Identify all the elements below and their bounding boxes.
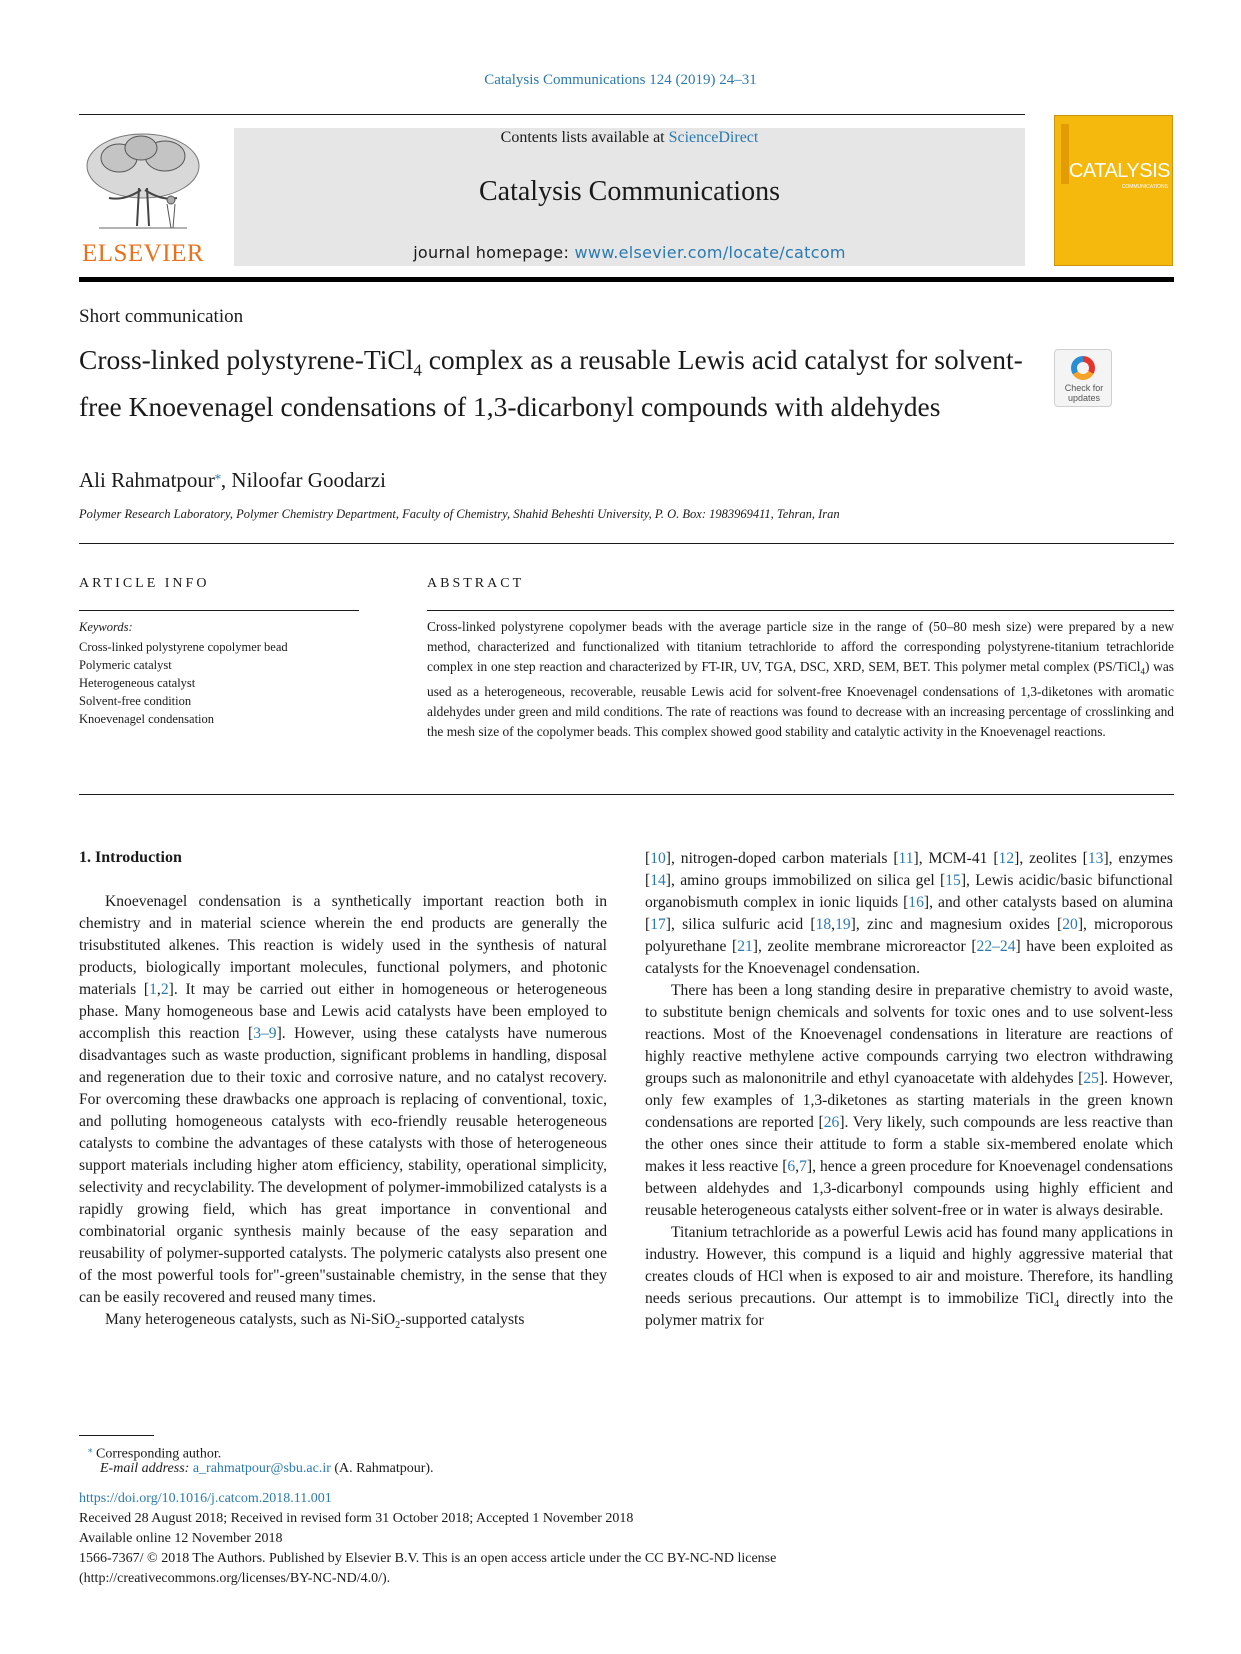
keyword-item: Knoevenagel condensation: [79, 712, 215, 726]
text: ,: [156, 981, 161, 998]
affiliation: Polymer Research Laboratory, Polymer Chemistry Department, Faculty of Chemistry, Shahid Beheshti University, P. O. Box: 1983969411, Tehran, Iran: [79, 507, 840, 521]
citation-link[interactable]: 6: [787, 1158, 796, 1175]
paragraph: [79, 891, 607, 1309]
keyword-item: Polymeric catalyst: [79, 658, 172, 672]
footnote-text: Corresponding author.: [92, 1446, 222, 1462]
text: ], microporous polyurethane [: [645, 916, 1173, 955]
paragraph: [79, 1309, 607, 1331]
paragraph: [645, 848, 1173, 980]
publication-info: [79, 1489, 1079, 1589]
keyword-item: Solvent-free condition: [79, 694, 192, 708]
online-date: Available online 12 November 2018: [79, 1531, 283, 1546]
paragraph: [645, 1222, 1173, 1332]
text: ], and other catalysts based on alumina [: [645, 894, 1173, 933]
journal-banner: [234, 128, 1025, 266]
email-label: E-mail address:: [100, 1461, 193, 1476]
article-type: Short communication: [79, 306, 244, 327]
contents-prefix: Contents lists available at: [500, 129, 669, 146]
title-part2: complex as a reusable Lewis acid catalyst for solvent-free Knoevenagel condensations of 1,3-dicarbonyl compounds with aldehydes: [79, 344, 1023, 422]
keyword-list: [79, 638, 288, 728]
article-title: [79, 342, 1039, 425]
citation-link[interactable]: 7: [799, 1158, 807, 1175]
text: ]. Very likely, such compounds are less reactive than the other ones since their attitude to form a stable six-membered enolate which makes it less reactive [: [645, 1114, 1173, 1175]
citation-link[interactable]: 13: [1087, 850, 1104, 867]
citation-link[interactable]: 26: [823, 1114, 840, 1131]
journal-title: Catalysis Communications: [479, 176, 780, 207]
citation-link[interactable]: 17: [650, 916, 666, 933]
homepage-prefix: journal homepage:: [413, 243, 575, 262]
text: ], zinc and magnesium oxides [: [850, 916, 1063, 933]
doi-link[interactable]: https://doi.org/10.1016/j.catcom.2018.11.001: [79, 1491, 332, 1506]
text: ], zeolite membrane microreactor [: [752, 938, 977, 955]
citation-link[interactable]: 12: [998, 850, 1015, 867]
homepage-line: [234, 243, 1025, 262]
footnote-rule: [79, 1435, 154, 1436]
contents-line: [234, 128, 1025, 148]
citation-link[interactable]: 21: [737, 938, 753, 955]
email-link[interactable]: a_rahmatpour@sbu.ac.ir: [192, 1461, 331, 1476]
citation-link[interactable]: 16: [908, 894, 924, 911]
text: ]. However, only few examples of 1,3-diketones as starting materials in the green known condensations are reported [: [645, 1070, 1173, 1131]
subscript: 2: [395, 1320, 401, 1332]
citation-link[interactable]: 2: [160, 981, 169, 998]
section-heading-introduction: 1. Introduction: [79, 849, 182, 866]
abstract-rule: [427, 610, 1174, 611]
header-thick-rule: [79, 277, 1174, 282]
text: Knoevenagel condensation is a synthetically important reaction both in chemistry and in material science wherein the end products are generally the trisubstituted alkenes. This reaction is widely used in the synthesis of natural products, biologically important molecules, functional polymers, and photonic materials [: [79, 893, 607, 998]
text: ], MCM-41 [: [913, 850, 999, 867]
text: ]. However, using these catalysts have numerous disadvantages such as waste production, significant problems in handling, disposal and regeneration due to their toxic and corrosive nature, and no catalyst recovery. For overcoming these drawbacks one approach is replacing of conventional, toxic, and polluting homogeneous catalysts with eco-friendly reusable heterogeneous catalysts to combine the advantages of these catalysts with those of heterogeneous support materials including higher atom efficiency, stability, operational simplicity, selectivity and recyclability. The development of polymer-immobilized catalysts is a rapidly growing field, which has great importance in conventional and combinatorial organic synthesis mainly because of the easy separation and reusability of polymer-supported catalysts. The polymeric catalysts also present one of the most powerful tools for"-green"sustainable chemistry, in the sense that they can be easily recovered and reused many times.: [79, 1025, 607, 1306]
citation-link[interactable]: 15: [945, 872, 961, 889]
citation-link[interactable]: 1: [149, 981, 157, 998]
keyword-item: Cross-linked polystyrene copolymer bead: [79, 640, 288, 654]
abstract-heading: ABSTRACT: [427, 576, 525, 591]
license-line: 1566-7367/ © 2018 The Authors. Published by Elsevier B.V. This is an open access article under the CC BY-NC-ND license: [79, 1551, 777, 1566]
citation-link[interactable]: 18: [815, 916, 832, 933]
badge-label: Check for updates: [1064, 383, 1104, 403]
cover-title: CATALYSIS: [1068, 160, 1170, 182]
footnote-mark: ⁎: [88, 1444, 93, 1454]
journal-reference[interactable]: Catalysis Communications 124 (2019) 24–31: [484, 72, 757, 88]
title-subscript: 4: [413, 360, 422, 380]
affiliation-rule: [79, 543, 1174, 544]
elsevier-logo[interactable]: [79, 128, 207, 268]
text: ,: [795, 1158, 800, 1175]
text: ], enzymes [: [645, 850, 1173, 889]
text: ,: [831, 916, 836, 933]
homepage-link[interactable]: www.elsevier.com/locate/catcom: [574, 243, 846, 262]
citation-link[interactable]: 10: [650, 850, 666, 867]
text: Many heterogeneous catalysts, such as Ni-SiO: [105, 1311, 396, 1328]
text: directly into the polymer matrix for: [645, 1290, 1173, 1329]
abstract-text-b: ) was used as a heterogeneous, recoverable, reusable Lewis acid for solvent-free Knoevenagel condensations of 1,3-diketones with aromatic aldehydes under green and mild conditions. The rate of reactions was found to decrease with an increasing percentage of crosslinking and the mesh size of the copolymer beads. This complex showed good stability and catalytic activity in the Knoevenagel reactions.: [427, 658, 1174, 739]
paragraph: [645, 980, 1173, 1222]
author-separator: ,: [220, 468, 232, 492]
body-column-left: [79, 891, 607, 1331]
text: [: [645, 850, 651, 867]
check-updates-icon: [1071, 356, 1095, 380]
abstract-bottom-rule: [79, 794, 1174, 795]
author-list: [79, 468, 386, 493]
email-suffix: (A. Rahmatpour).: [330, 1461, 434, 1476]
text: Titanium tetrachloride as a powerful Lewis acid has found many applications in industry. However, this compund is a liquid and highly aggressive material that creates clouds of HCl when is exposed to air and moisture. Therefore, its handling needs serious precautions. Our attempt is to immobilize TiCl: [645, 1224, 1173, 1307]
article-info-rule: [79, 610, 359, 611]
abstract-text: [427, 617, 1174, 741]
header-top-rule: [79, 114, 1025, 115]
elsevier-wordmark: ELSEVIER: [81, 240, 205, 267]
text: ], nitrogen-doped carbon materials [: [665, 850, 899, 867]
text: ], amino groups immobilized on silica gel [: [665, 872, 946, 889]
text: ], silica sulfuric acid [: [665, 916, 816, 933]
text: ], Lewis acidic/basic bifunctional organobismuth complex in ionic liquids [: [645, 872, 1174, 911]
text: ] have been exploited as catalysts for the Knoevenagel condensation.: [645, 938, 1173, 977]
sciencedirect-link[interactable]: ScienceDirect: [668, 129, 759, 146]
body-column-right: [645, 848, 1173, 1332]
cover-subtitle: COMMUNICATIONS: [1121, 184, 1168, 190]
citation-link[interactable]: 25: [1083, 1070, 1099, 1087]
abstract-text-a: Cross-linked polystyrene copolymer beads with the average particle size in the range of (50–80 mesh size) were prepared by a new method, characterized and functionalized with titanium tetrachloride to afford the corresponding polystyrene-titanium tetrachloride complex in one step reaction and characterized by FT-IR, UV, TGA, DSC, XRD, SEM, BET. This polymer metal complex (PS/TiCl: [427, 619, 1174, 674]
citation-link[interactable]: 14: [650, 872, 666, 889]
subscript: 4: [1054, 1299, 1060, 1311]
author-1[interactable]: Ali Rahmatpour: [79, 468, 215, 492]
text: There has been a long standing desire in preparative chemistry to avoid waste, to substitute benign chemicals and solvents for toxic ones and to use solvent-less reactions. Most of the Knoevenagel condensations in literature are reactions of highly reactive methylene active compounds carrying two electron withdrawing groups such as malononitrile and ethyl cyanoacetate with aldehydes [: [645, 982, 1173, 1087]
text: -supported catalysts: [400, 1311, 525, 1328]
keyword-item: Heterogeneous catalyst: [79, 676, 196, 690]
title-part1: Cross-linked polystyrene-TiCl: [79, 344, 414, 375]
check-for-updates-badge[interactable]: [1054, 349, 1112, 407]
author-2[interactable]: Niloofar Goodarzi: [231, 468, 386, 492]
citation-link[interactable]: 20: [1062, 916, 1078, 933]
text: ], hence a green procedure for Knoevenagel condensations between aldehydes and 1,3-dicarbonyl compounds using highly efficient and reusable heterogeneous catalysts either solvent-free or in water is always desirable.: [645, 1158, 1173, 1219]
license-url: (http://creativecommons.org/licenses/BY-NC-ND/4.0/).: [79, 1571, 391, 1586]
elsevier-tree-icon: [79, 128, 207, 236]
citation-link[interactable]: 11: [898, 850, 914, 867]
journal-cover[interactable]: [1054, 115, 1173, 266]
text: ]. It may be carried out either in homogeneous or heterogeneous phase. Many homogeneous base and Lewis acid catalysts have been employed to accomplish this reaction [: [79, 981, 607, 1042]
received-dates: Received 28 August 2018; Received in revised form 31 October 2018; Accepted 1 November 2018: [79, 1511, 634, 1526]
article-info-heading: ARTICLE INFO: [79, 576, 210, 591]
keywords-label: Keywords:: [79, 620, 133, 634]
abstract-subscript: 4: [1140, 666, 1145, 677]
email-note: [100, 1459, 434, 1479]
citation-link[interactable]: 22–24: [976, 938, 1016, 955]
citation-link[interactable]: 3–9: [253, 1025, 277, 1042]
text: ], zeolites [: [1014, 850, 1088, 867]
citation-link[interactable]: 19: [835, 916, 851, 933]
corresponding-mark[interactable]: ⁎: [214, 468, 221, 482]
